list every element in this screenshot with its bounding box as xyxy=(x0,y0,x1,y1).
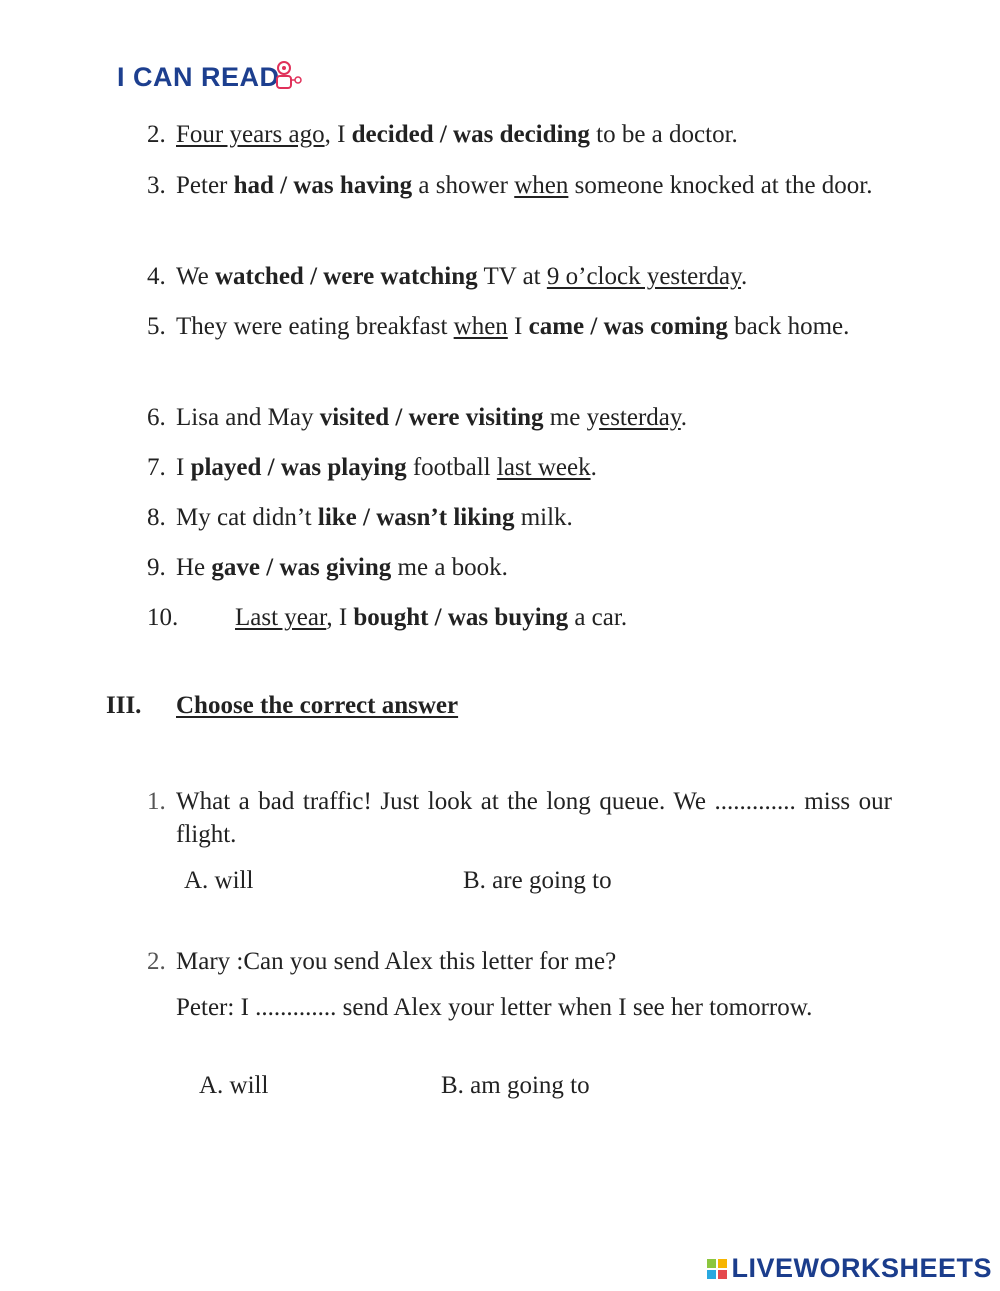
time-expression: Four years ago xyxy=(176,121,325,148)
text-run: , I xyxy=(326,604,354,631)
item-sentence xyxy=(176,165,892,206)
text-run: to be a doctor. xyxy=(589,121,738,148)
item-number: 10. xyxy=(147,604,179,631)
logo-text: I CAN READ xyxy=(117,62,280,92)
verb-choice[interactable]: gave / was giving xyxy=(211,554,392,581)
item-number: 3. xyxy=(147,172,166,199)
item-sentence xyxy=(176,497,892,538)
item-number: 5. xyxy=(147,313,166,340)
item-number: 2. xyxy=(147,121,166,148)
question-text: What a bad traffic! Just look at the long queue. We ............. miss our flight. xyxy=(176,788,892,848)
text-run: Lisa and May xyxy=(176,404,320,431)
exercise-item-10 xyxy=(147,597,892,638)
verb-choice[interactable]: had / was having xyxy=(233,172,413,199)
exercise-item-6 xyxy=(147,397,892,438)
verb-choice[interactable]: played / was playing xyxy=(190,454,407,481)
q1-option-b[interactable]: B. are going to xyxy=(463,867,612,894)
text-run: . xyxy=(590,454,597,481)
verb-choice[interactable]: decided / was deciding xyxy=(351,121,590,148)
question-1 xyxy=(147,785,892,851)
text-run: , I xyxy=(324,121,352,148)
question-text-line-1: Mary :Can you send Alex this letter for me? xyxy=(176,948,617,975)
footer-brand-text: LIVEWORKSHEETS xyxy=(731,1253,992,1283)
item-number: 8. xyxy=(147,504,166,531)
robot-logo-icon xyxy=(264,58,304,94)
item-number: 4. xyxy=(147,263,166,290)
text-run: I xyxy=(507,313,529,340)
verb-choice[interactable]: visited / were visiting xyxy=(319,404,544,431)
item-sentence xyxy=(176,114,892,155)
verb-choice[interactable]: bought / was buying xyxy=(353,604,569,631)
item-number: 9. xyxy=(147,554,166,581)
item-sentence xyxy=(176,447,892,488)
liveworksheets-logo-icon xyxy=(707,1259,727,1279)
exercise-item-7 xyxy=(147,447,892,488)
item-sentence xyxy=(176,256,892,297)
q2-option-b[interactable]: B. am going to xyxy=(441,1072,590,1099)
question-2 xyxy=(147,945,892,978)
question-2-reply xyxy=(147,991,892,1024)
item-number: 6. xyxy=(147,404,166,431)
text-run: They were eating breakfast xyxy=(176,313,454,340)
text-run: TV at xyxy=(477,263,547,290)
time-expression: esterday xyxy=(599,404,681,431)
text-run: Peter xyxy=(176,172,234,199)
question-number: 1. xyxy=(147,788,166,815)
time-expression: when xyxy=(453,313,508,340)
text-run: me a book. xyxy=(391,554,508,581)
text-run: I xyxy=(176,454,191,481)
footer-brand xyxy=(707,1253,992,1284)
text-run: back home. xyxy=(727,313,850,340)
text-run: a shower xyxy=(412,172,515,199)
exercise-item-5 xyxy=(147,306,892,347)
q1-option-a[interactable]: A. will xyxy=(184,867,254,894)
q2-option-a[interactable]: A. will xyxy=(199,1072,269,1099)
exercise-item-9 xyxy=(147,547,892,588)
time-expression: last week xyxy=(496,454,591,481)
item-sentence xyxy=(176,547,892,588)
item-number: 7. xyxy=(147,454,166,481)
exercise-item-3 xyxy=(147,165,892,206)
item-sentence xyxy=(176,397,892,438)
exercise-item-2 xyxy=(147,114,892,155)
text-run: someone knocked at the door. xyxy=(568,172,873,199)
text-run: He xyxy=(176,554,212,581)
exercise-item-8 xyxy=(147,497,892,538)
section-number: III. xyxy=(106,692,142,719)
text-run: milk. xyxy=(514,504,573,531)
verb-choice[interactable]: like / wasn’t liking xyxy=(317,504,515,531)
time-expression: Last year xyxy=(235,604,327,631)
verb-choice[interactable]: came / was coming xyxy=(528,313,728,340)
text-run: We xyxy=(176,263,215,290)
question-text-line-2: Peter: I ............. send Alex your letter when I see her tomorrow. xyxy=(176,994,813,1021)
text-run: me y xyxy=(543,404,600,431)
text-run: . xyxy=(680,404,688,431)
item-sentence xyxy=(176,306,892,347)
time-expression: 9 o’clock yesterday xyxy=(546,263,742,290)
time-expression: when xyxy=(514,172,569,199)
verb-choice[interactable]: watched / were watching xyxy=(214,263,478,290)
text-run: . xyxy=(741,263,748,290)
text-run: a car. xyxy=(568,604,628,631)
text-run: My cat didn’t xyxy=(176,504,318,531)
section-title: Choose the correct answer xyxy=(176,692,459,719)
text-run: football xyxy=(406,454,497,481)
question-number: 2. xyxy=(147,948,166,975)
exercise-item-4 xyxy=(147,256,892,297)
item-sentence xyxy=(235,597,892,638)
